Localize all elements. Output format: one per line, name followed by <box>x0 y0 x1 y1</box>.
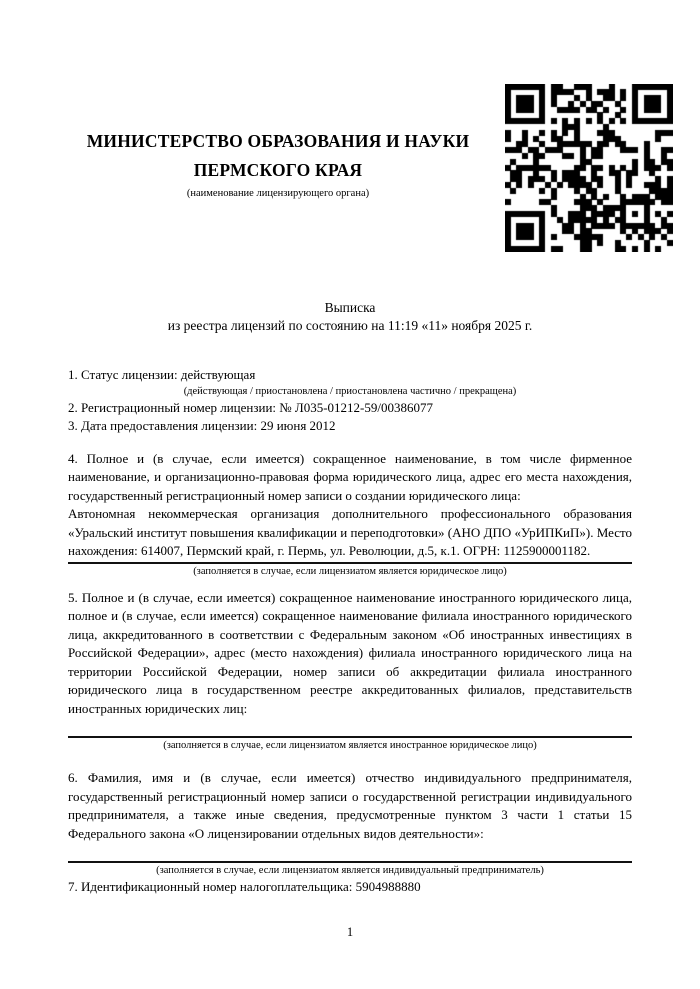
item-grant-date: 3. Дата предоставления лицензии: 29 июня 2012 <box>68 418 336 433</box>
item-legal-entity-text: 4. Полное и (в случае, если имеется) сокращенное наименование, в том числе фирменное наименование, и организационно-правовая форма юридического лица, адрес его места нахождения, государственный регистрационный номер записи о создании юридического лица: <box>68 450 632 503</box>
document-title-line1: Выписка <box>324 300 376 315</box>
issuing-authority-name-line1: МИНИСТЕРСТВО ОБРАЗОВАНИЯ И НАУКИ <box>86 131 470 151</box>
item-individual-entrepreneur <box>68 769 632 878</box>
issuing-authority-name-line2: ПЕРМСКОГО КРАЯ <box>193 160 363 180</box>
item-individual-entrepreneur-value <box>68 843 632 860</box>
fill-in-rule-individual-entrepreneur <box>68 861 632 863</box>
item-registration-number: 2. Регистрационный номер лицензии: № Л035-01212-59/00386077 <box>68 399 434 415</box>
item-foreign-entity-text: 5. Полное и (в случае, если имеется) сокращенное наименование иностранного юридического лица, полное и (в случае, если имеется) сокращенное наименование филиала иностранного юридического лица, аккредитованного в соответствии с Федеральным законом «Об иностранных инвестициях в Российской Федерации», адрес (место нахождения) филиала иностранного юридического лица на территории Российской Федерации, номер записи об аккредитации филиала иностранного юридического лица в государственном реестре аккредитованных филиалов, представительств иностранных юридических лиц: <box>68 589 632 716</box>
issuing-authority-caption: (наименование лицензирующего органа) <box>186 188 370 199</box>
item-individual-entrepreneur-caption: (заполняется в случае, если лицензиатом является индивидуальный предприниматель) <box>156 865 544 876</box>
item-legal-entity <box>68 450 632 579</box>
document-title <box>68 299 632 335</box>
item-taxpayer-number: 7. Идентификационный номер налогоплательщика: 5904988880 <box>68 879 421 894</box>
item-foreign-entity-caption: (заполняется в случае, если лицензиатом является иностранное юридическое лицо) <box>163 740 537 751</box>
fill-in-rule-foreign-entity <box>68 736 632 738</box>
item-license-status-caption: (действующая / приостановлена / приостановлена частично / прекращена) <box>183 385 517 397</box>
qr-code-canvas <box>505 84 673 252</box>
qr-code-icon <box>505 84 673 252</box>
item-individual-entrepreneur-text: 6. Фамилия, имя и (в случае, если имеется) отчество индивидуального предпринимателя, государственный регистрационный номер записи о государственной регистрации индивидуального предпринимателя, а также иные сведения, предусмотренные пунктом 3 части 1 статьи 15 Федерального закона «О лицензировании отдельных видов деятельности»: <box>68 770 632 841</box>
item-foreign-entity <box>68 589 632 754</box>
page-number: 1 <box>346 925 354 939</box>
fill-in-rule-legal-entity <box>68 562 632 564</box>
document-body <box>68 366 632 897</box>
item-legal-entity-value: Автономная некоммерческая организация дополнительного профессионального образования «Уральский институт повышения квалификации и переподготовки» (АНО ДПО «УрИПКиП»). Место нахождения: 614007, Пермский край, г. Пермь, ул. Революции, д.5, к.1. ОГРН: 1125900001182. <box>68 506 632 558</box>
item-legal-entity-caption: (заполняется в случае, если лицензиатом является юридическое лицо) <box>193 565 507 577</box>
item-license-status: 1. Статус лицензии: действующая <box>68 367 256 382</box>
item-foreign-entity-value <box>68 718 632 735</box>
document-title-line2: из реестра лицензий по состоянию на 11:19 «11» ноября 2025 г. <box>167 318 533 333</box>
issuing-authority-block <box>64 127 492 199</box>
